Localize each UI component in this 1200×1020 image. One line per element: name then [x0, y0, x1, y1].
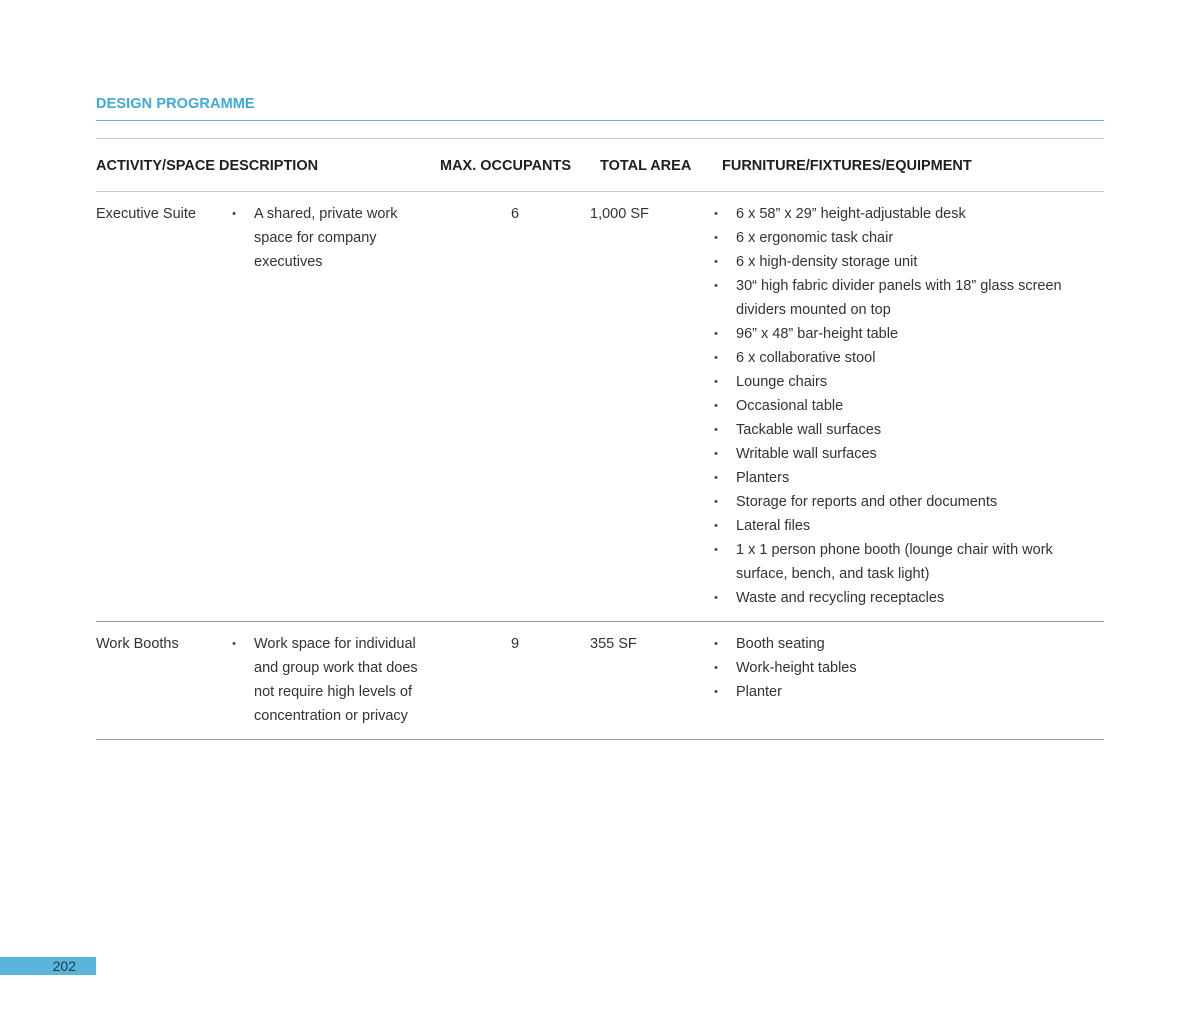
furniture-text: Lateral files — [736, 518, 811, 534]
activity-description — [230, 632, 440, 728]
furniture-text: Tackable wall surfaces — [736, 422, 882, 438]
furniture-item — [712, 322, 1094, 346]
description-item — [230, 202, 440, 274]
furniture-text: 6 x ergonomic task chair — [736, 230, 894, 246]
description-item — [230, 632, 440, 728]
activity-name: Work Booths — [96, 636, 179, 652]
bullet-icon: • — [714, 352, 718, 364]
table-body — [96, 192, 1104, 740]
furniture-text: Lounge chairs — [736, 374, 828, 390]
furniture-list — [712, 202, 1094, 610]
furniture-text: Occasional table — [736, 398, 844, 414]
furniture-item — [712, 418, 1094, 442]
page-number: 202 — [0, 957, 96, 975]
bullet-icon: • — [714, 662, 718, 674]
furniture-item — [712, 346, 1094, 370]
furniture-text: Planter — [736, 684, 782, 700]
bullet-icon: • — [232, 638, 236, 650]
max-occupants: 9 — [510, 636, 520, 652]
furniture-text: Work-height tables — [736, 660, 857, 676]
bullet-icon: • — [714, 232, 718, 244]
bullet-icon: • — [714, 520, 718, 532]
bullet-icon: • — [714, 592, 718, 604]
activity-name: Executive Suite — [96, 206, 196, 222]
header-furniture: FURNITURE/FIXTURES/EQUIPMENT — [722, 158, 972, 174]
furniture-item — [712, 490, 1094, 514]
furniture-item — [712, 538, 1094, 586]
description-text: Work space for individual and group work that does not require high levels of concentration or privacy — [254, 636, 418, 724]
bullet-icon: • — [714, 376, 718, 388]
furniture-text: 6 x high-density storage unit — [736, 254, 918, 270]
furniture-item — [712, 514, 1094, 538]
furniture-text: 6 x collaborative stool — [736, 350, 876, 366]
table-header-row — [96, 139, 1104, 192]
bullet-icon: • — [714, 208, 718, 220]
activity-description — [230, 202, 440, 610]
furniture-item — [712, 586, 1094, 610]
header-area: TOTAL AREA — [600, 158, 692, 174]
furniture-item — [712, 442, 1094, 466]
header-activity: ACTIVITY/SPACE DESCRIPTION — [96, 158, 319, 174]
furniture-text: 96” x 48” bar-height table — [736, 326, 899, 342]
bullet-icon: • — [714, 638, 718, 650]
header-occupants: MAX. OCCUPANTS — [440, 158, 572, 174]
furniture-text: Writable wall surfaces — [736, 446, 877, 462]
bullet-icon: • — [714, 496, 718, 508]
bullet-icon: • — [714, 472, 718, 484]
furniture-text: Planters — [736, 470, 790, 486]
bullet-icon: • — [714, 448, 718, 460]
furniture-item — [712, 632, 1094, 656]
table-row — [96, 622, 1104, 740]
description-text: A shared, private work space for company executives — [254, 206, 398, 270]
furniture-item — [712, 680, 1094, 704]
programme-table — [96, 139, 1104, 740]
section-title: DESIGN PROGRAMME — [96, 96, 255, 112]
furniture-text: Waste and recycling receptacles — [736, 590, 945, 606]
furniture-item — [712, 394, 1094, 418]
max-occupants: 6 — [510, 206, 520, 222]
furniture-list — [712, 632, 1094, 728]
furniture-item — [712, 250, 1094, 274]
furniture-text: 1 x 1 person phone booth (lounge chair with work surface, bench, and task light) — [736, 542, 1053, 582]
furniture-item — [712, 226, 1094, 250]
furniture-text: Booth seating — [736, 636, 825, 652]
furniture-text: 30“ high fabric divider panels with 18” glass screen dividers mounted on top — [736, 278, 1062, 318]
furniture-text: 6 x 58” x 29” height-adjustable desk — [736, 206, 966, 222]
bullet-icon: • — [714, 544, 718, 556]
bullet-icon: • — [714, 424, 718, 436]
furniture-text: Storage for reports and other documents — [736, 494, 998, 510]
furniture-item — [712, 274, 1094, 322]
title-rule — [96, 120, 1104, 121]
bullet-icon: • — [714, 400, 718, 412]
total-area: 1,000 SF — [590, 206, 649, 222]
total-area: 355 SF — [590, 636, 637, 652]
furniture-item — [712, 466, 1094, 490]
table-row — [96, 192, 1104, 622]
bullet-icon: • — [714, 686, 718, 698]
bullet-icon: • — [714, 280, 718, 292]
furniture-item — [712, 370, 1094, 394]
bullet-icon: • — [232, 208, 236, 220]
furniture-item — [712, 656, 1094, 680]
bullet-icon: • — [714, 256, 718, 268]
furniture-item — [712, 202, 1094, 226]
bullet-icon: • — [714, 328, 718, 340]
